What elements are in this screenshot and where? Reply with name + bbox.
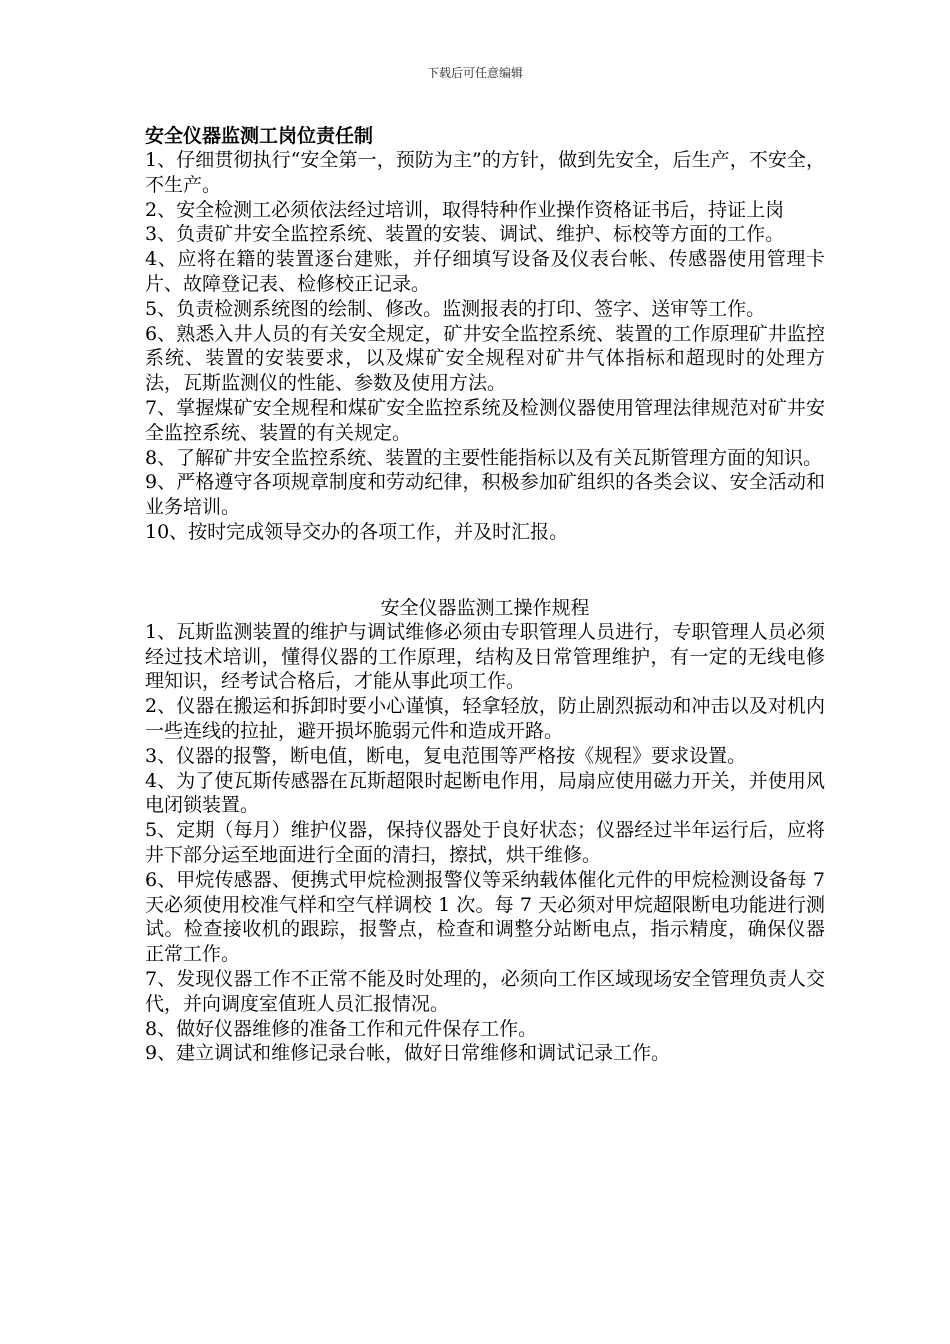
- responsibility-item: 3、负责矿井安全监控系统、装置的安装、调试、维护、标校等方面的工作。: [145, 223, 785, 246]
- procedure-item: 6、甲烷传感器、便携式甲烷检测报警仪等采纳载体催化元件的甲烷检测设备每 7 天必须使用校准气样和空气样调校 1 次。每 7 天必须对甲烷超限断电功能进行测试。检查接收机的跟踪，报警点，检查和调整分站断电点，指示精度，确保仪器正常工作。: [145, 868, 825, 966]
- procedure-item: 5、定期（每月）维护仪器，保持仪器处于良好状态；仪器经过半年运行后，应将井下部分运至地面进行全面的清扫，擦拭，烘干维修。: [145, 819, 825, 866]
- procedure-list: [145, 620, 825, 1066]
- responsibility-item: 7、掌握煤矿安全规程和煤矿安全监控系统及检测仪器使用管理法律规范对矿井安全监控系统、装置的有关规定。: [145, 396, 825, 444]
- responsibility-item: 5、负责检测系统图的绘制、修改。监测报表的打印、签字、送审等工作。: [145, 297, 766, 320]
- procedure-title: 安全仪器监测工操作规程: [380, 596, 590, 619]
- procedure-item: 4、为了使瓦斯传感器在瓦斯超限时起断电作用，局扇应使用磁力开关，并使用风电闭锁装置。: [145, 769, 825, 817]
- page-header-note: 下载后可任意编辑: [426, 66, 523, 80]
- responsibility-list: [145, 148, 825, 545]
- procedure-item: 9、建立调试和维修记录台帐，做好日常维修和调试记录工作。: [145, 1042, 671, 1065]
- procedure-item: 8、做好仪器维修的准备工作和元件保存工作。: [145, 1017, 538, 1040]
- responsibility-item: 4、应将在籍的装置逐台建账，并仔细填写设备及仪表台帐、传感器使用管理卡片、故障登记表、检修校正记录。: [145, 248, 825, 295]
- responsibility-item: 6、熟悉入井人员的有关安全规定，矿井安全监控系统、装置的工作原理矿井监控系统、装置的安装要求，以及煤矿安全规程对矿井气体指标和超现时的处理方法，瓦斯监测仪的性能、参数及使用方法。: [145, 322, 825, 395]
- responsibility-item: 8、了解矿井安全监控系统、装置的主要性能指标以及有关瓦斯管理方面的知识。: [145, 446, 823, 469]
- responsibility-item: 2、安全检测工必须依法经过培训，取得特种作业操作资格证书后，持证上岗: [145, 198, 785, 221]
- procedure-item: 2、仪器在搬运和拆卸时要小心谨慎，轻拿轻放，防止剧烈振动和冲击以及对机内一些连线的拉扯，避开损坏脆弱元件和造成开路。: [145, 695, 825, 742]
- responsibility-item: 9、严格遵守各项规章制度和劳动纪律，积极参加矿组织的各类会议、安全活动和业务培训。: [145, 471, 825, 519]
- procedure-item: 7、发现仪器工作不正常不能及时处理的，必须向工作区域现场安全管理负责人交代，并向调度室值班人员汇报情况。: [145, 967, 825, 1015]
- responsibility-item: 1、仔细贯彻执行“安全第一，预防为主”的方针，做到先安全，后生产，不安全，不生产。: [145, 149, 825, 196]
- procedure-item: 3、仪器的报警，断电值，断电，复电范围等严格按《规程》要求设置。: [145, 744, 747, 767]
- procedure-item: 1、瓦斯监测装置的维护与调试维修必须由专职管理人员进行，专职管理人员必须经过技术培训，懂得仪器的工作原理，结构及日常管理维护，有一定的无线电修理知识，经考试合格后，才能从事此项工作。: [145, 620, 825, 693]
- responsibility-item: 10、按时完成领导交办的各项工作，并及时汇报。: [145, 520, 569, 543]
- responsibility-title: 安全仪器监测工岗位责任制: [145, 125, 374, 147]
- document-body: [145, 124, 825, 1066]
